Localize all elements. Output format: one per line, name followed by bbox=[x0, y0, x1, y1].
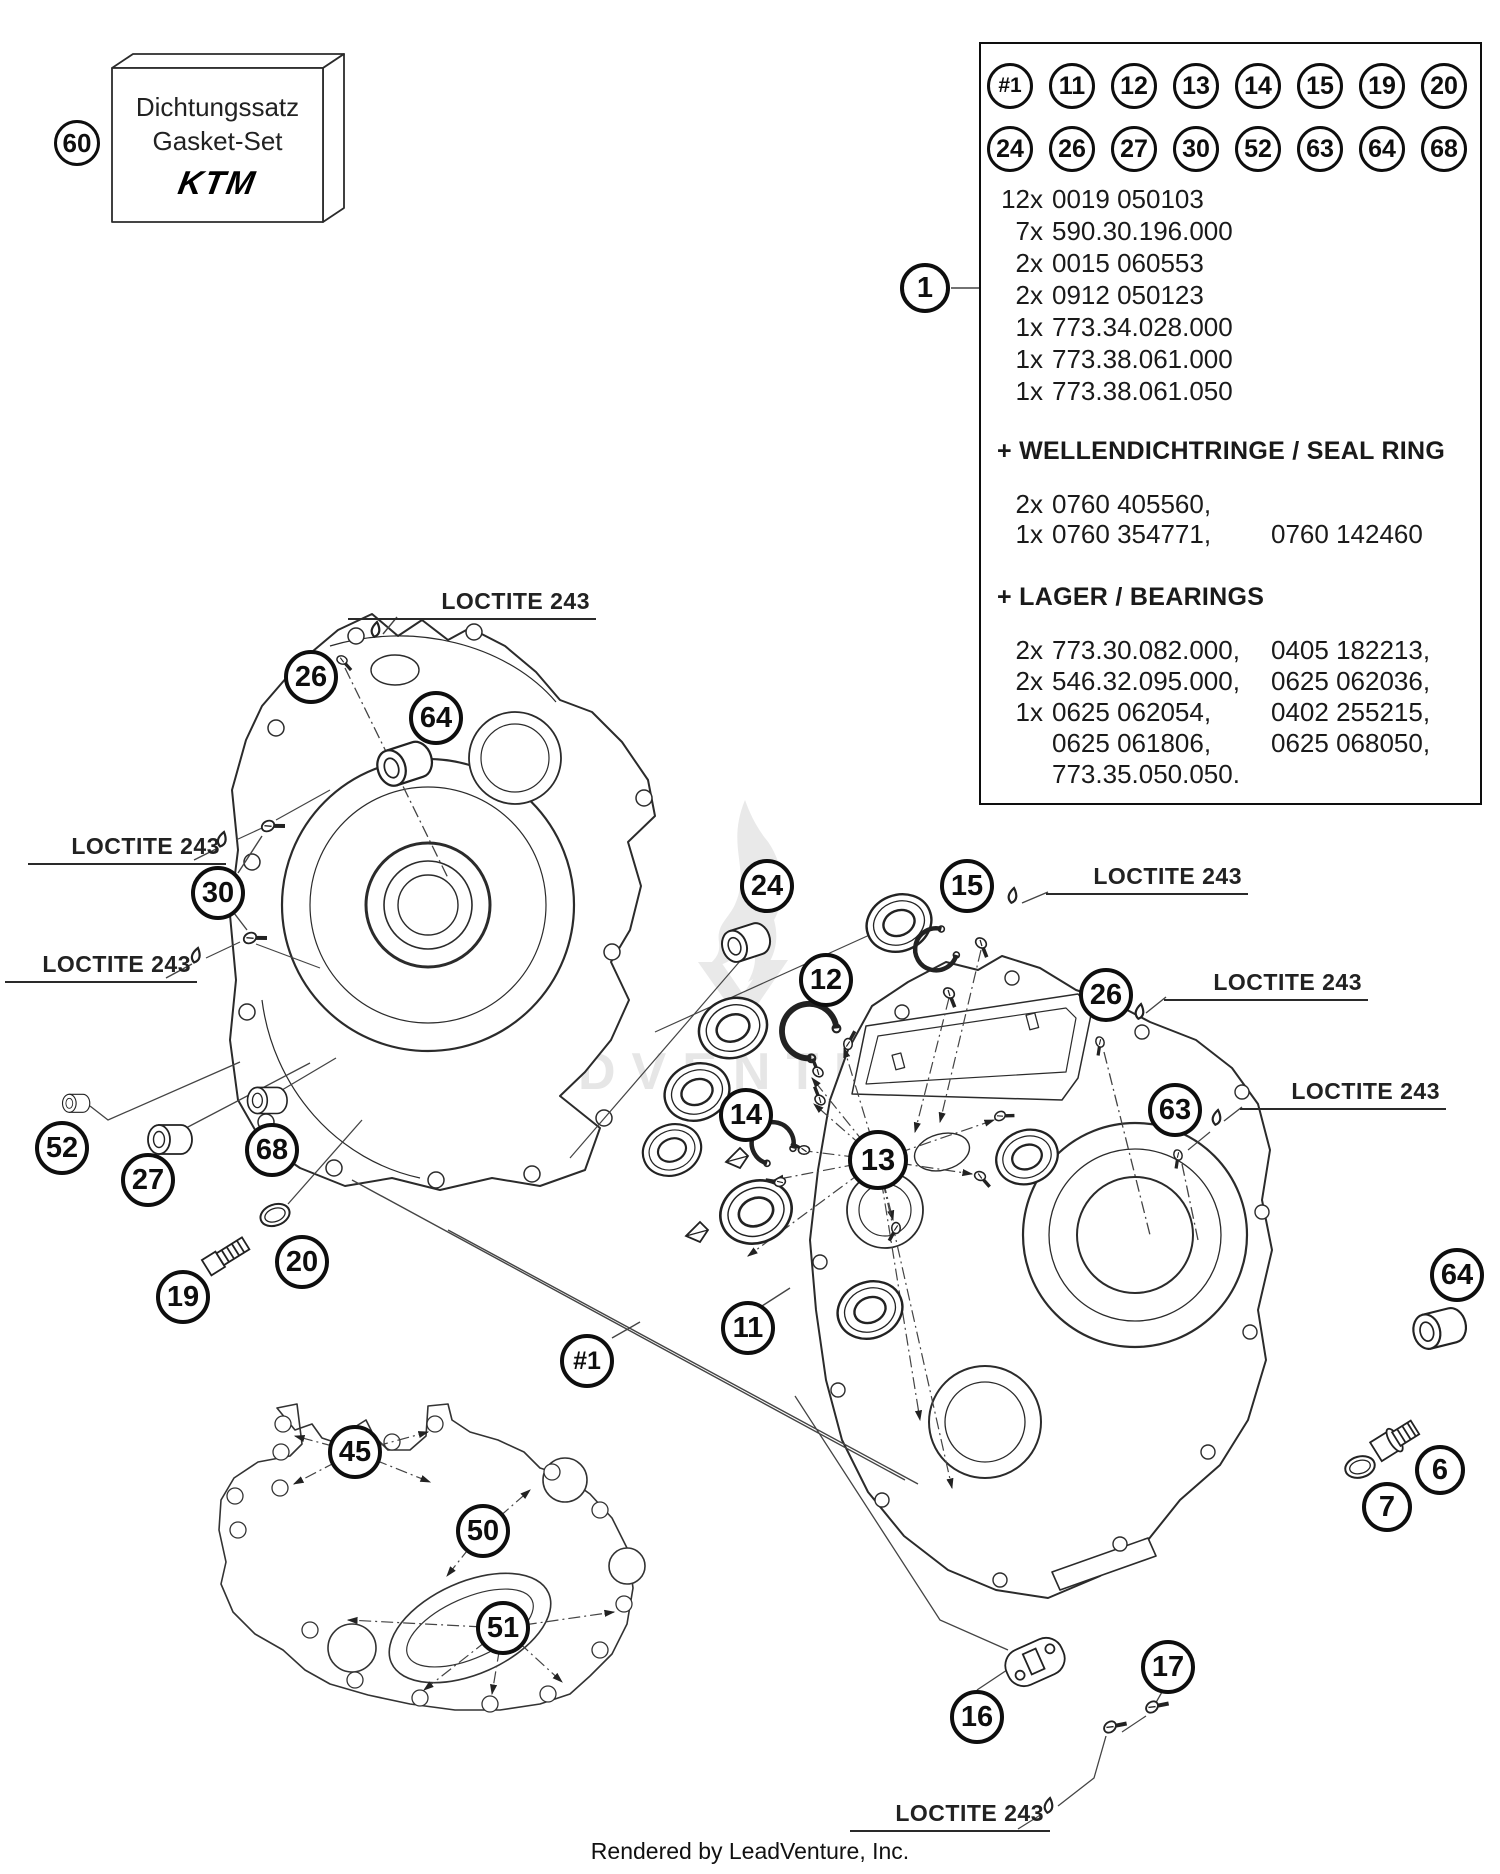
callout-7: 7 bbox=[1362, 1482, 1412, 1532]
callout-50: 50 bbox=[456, 1504, 510, 1558]
bearings-list bbox=[981, 635, 1480, 790]
part-qty: 2x bbox=[1015, 248, 1043, 278]
callout-1: 1 bbox=[900, 263, 950, 313]
callout-19: 19 bbox=[156, 1270, 210, 1324]
callout-68: 68 bbox=[245, 1123, 299, 1177]
callout-hash1: #1 bbox=[560, 1334, 614, 1388]
callout-52: 52 bbox=[35, 1121, 89, 1175]
part-qty: 2x bbox=[1015, 280, 1043, 310]
bearing-line bbox=[981, 728, 1480, 759]
bearing-line bbox=[981, 635, 1480, 666]
callout-14: 14 bbox=[719, 1088, 773, 1142]
part-number: 0625 062036, bbox=[1271, 666, 1431, 696]
part-number: 0019 050103 bbox=[1052, 184, 1204, 214]
part-number-line bbox=[981, 279, 1480, 311]
callout-26-left: 26 bbox=[284, 650, 338, 704]
gasket-box-title-de: Dichtungssatz bbox=[135, 92, 300, 122]
right-crankcase-drawing bbox=[810, 956, 1272, 1598]
part-number-line bbox=[981, 375, 1480, 407]
part-number: 773.38.061.050 bbox=[1052, 376, 1233, 406]
legend-circle: 20 bbox=[1421, 63, 1467, 109]
legend-circle: 68 bbox=[1421, 126, 1467, 172]
callout-13: 13 bbox=[848, 1130, 908, 1190]
part-number: 0625 062054, bbox=[1052, 697, 1212, 727]
part-qty: 1x bbox=[1015, 312, 1043, 342]
legend-circle: 52 bbox=[1235, 126, 1281, 172]
part-qty: 2x bbox=[1015, 635, 1043, 665]
legend-circle: 64 bbox=[1359, 126, 1405, 172]
part-number: 0402 255215, bbox=[1271, 697, 1431, 727]
callout-26-right: 26 bbox=[1079, 968, 1133, 1022]
loctite-label: LOCTITE 243 bbox=[348, 588, 596, 620]
part-number: 546.32.095.000, bbox=[1052, 666, 1240, 696]
bearing-line bbox=[981, 666, 1480, 697]
callout-64-left: 64 bbox=[409, 691, 463, 745]
gasket-box-title-en: Gasket-Set bbox=[152, 126, 283, 156]
part-number: 0405 182213, bbox=[1271, 635, 1431, 665]
callout-15: 15 bbox=[940, 859, 994, 913]
part-qty: 12x bbox=[1001, 184, 1043, 214]
legend-circle: 30 bbox=[1173, 126, 1219, 172]
loctite-label: LOCTITE 243 bbox=[1164, 969, 1368, 1001]
part-number-line bbox=[981, 183, 1480, 215]
part-number: 0625 068050, bbox=[1271, 728, 1431, 758]
seal-ring-line bbox=[981, 489, 1480, 519]
callout-16: 16 bbox=[950, 1690, 1004, 1744]
seal-ring-header: + WELLENDICHTRINGE / SEAL RING bbox=[997, 437, 1446, 465]
part-number: 773.30.082.000, bbox=[1052, 635, 1240, 665]
callout-45: 45 bbox=[328, 1425, 382, 1479]
footer-credit: Rendered by LeadVenture, Inc. bbox=[590, 1838, 910, 1864]
loctite-label: LOCTITE 243 bbox=[5, 951, 197, 983]
part-number: 0760 142460 bbox=[1271, 519, 1423, 549]
callout-30: 30 bbox=[191, 866, 245, 920]
callout-64-right: 64 bbox=[1430, 1248, 1484, 1302]
part-number: 773.38.061.000 bbox=[1052, 344, 1233, 374]
ktm-logo: KTM bbox=[175, 164, 260, 201]
part-number-line bbox=[981, 343, 1480, 375]
loctite-label: LOCTITE 243 bbox=[850, 1800, 1050, 1832]
callout-63: 63 bbox=[1148, 1083, 1202, 1137]
legend-part-list bbox=[981, 183, 1480, 407]
legend-circle: 13 bbox=[1173, 63, 1219, 109]
legend-circles-row2 bbox=[987, 126, 1467, 172]
loctite-label: LOCTITE 243 bbox=[28, 833, 226, 865]
loctite-label: LOCTITE 243 bbox=[1046, 863, 1248, 895]
part-number: 0625 061806, bbox=[1052, 728, 1212, 758]
callout-24: 24 bbox=[740, 859, 794, 913]
callout-60: 60 bbox=[54, 120, 100, 166]
center-gasket-drawing bbox=[219, 1404, 645, 1712]
part-qty: 2x bbox=[1015, 489, 1043, 519]
legend-box bbox=[979, 42, 1482, 805]
callout-51: 51 bbox=[476, 1601, 530, 1655]
callout-12: 12 bbox=[799, 953, 853, 1007]
part-number: 773.35.050.050. bbox=[1052, 759, 1240, 789]
part-number: 0015 060553 bbox=[1052, 248, 1204, 278]
part-number-line bbox=[981, 247, 1480, 279]
part-qty: 1x bbox=[1015, 344, 1043, 374]
part-number: 590.30.196.000 bbox=[1052, 216, 1233, 246]
part-qty: 1x bbox=[1015, 519, 1043, 549]
bearing-line bbox=[981, 759, 1480, 790]
part-number: 773.34.028.000 bbox=[1052, 312, 1233, 342]
part-qty: 1x bbox=[1015, 376, 1043, 406]
part-number-line bbox=[981, 311, 1480, 343]
loctite-label: LOCTITE 243 bbox=[1240, 1078, 1446, 1110]
legend-circle: 14 bbox=[1235, 63, 1281, 109]
legend-circle: 63 bbox=[1297, 126, 1343, 172]
seal-ring-line bbox=[981, 519, 1480, 549]
legend-circle: #1 bbox=[987, 63, 1033, 109]
part-number: 0760 354771, bbox=[1052, 519, 1212, 549]
legend-circle: 12 bbox=[1111, 63, 1157, 109]
legend-circles-row1 bbox=[987, 63, 1467, 109]
callout-17: 17 bbox=[1141, 1640, 1195, 1694]
part-qty: 7x bbox=[1015, 216, 1043, 246]
legend-circle: 26 bbox=[1049, 126, 1095, 172]
callout-20: 20 bbox=[275, 1235, 329, 1289]
part-number: 0760 405560, bbox=[1052, 489, 1212, 519]
part-number-line bbox=[981, 215, 1480, 247]
part-number: 0912 050123 bbox=[1052, 280, 1204, 310]
legend-circle: 15 bbox=[1297, 63, 1343, 109]
legend-circle: 11 bbox=[1049, 63, 1095, 109]
legend-circle: 24 bbox=[987, 126, 1033, 172]
bearings-header: + LAGER / BEARINGS bbox=[997, 583, 1265, 611]
seal-ring-list bbox=[981, 489, 1480, 549]
callout-6: 6 bbox=[1415, 1445, 1465, 1495]
callout-27: 27 bbox=[121, 1153, 175, 1207]
bearing-line bbox=[981, 697, 1480, 728]
legend-circle: 19 bbox=[1359, 63, 1405, 109]
legend-circle: 27 bbox=[1111, 126, 1157, 172]
part-qty: 1x bbox=[1015, 697, 1043, 727]
callout-11: 11 bbox=[721, 1301, 775, 1355]
part-qty: 2x bbox=[1015, 666, 1043, 696]
